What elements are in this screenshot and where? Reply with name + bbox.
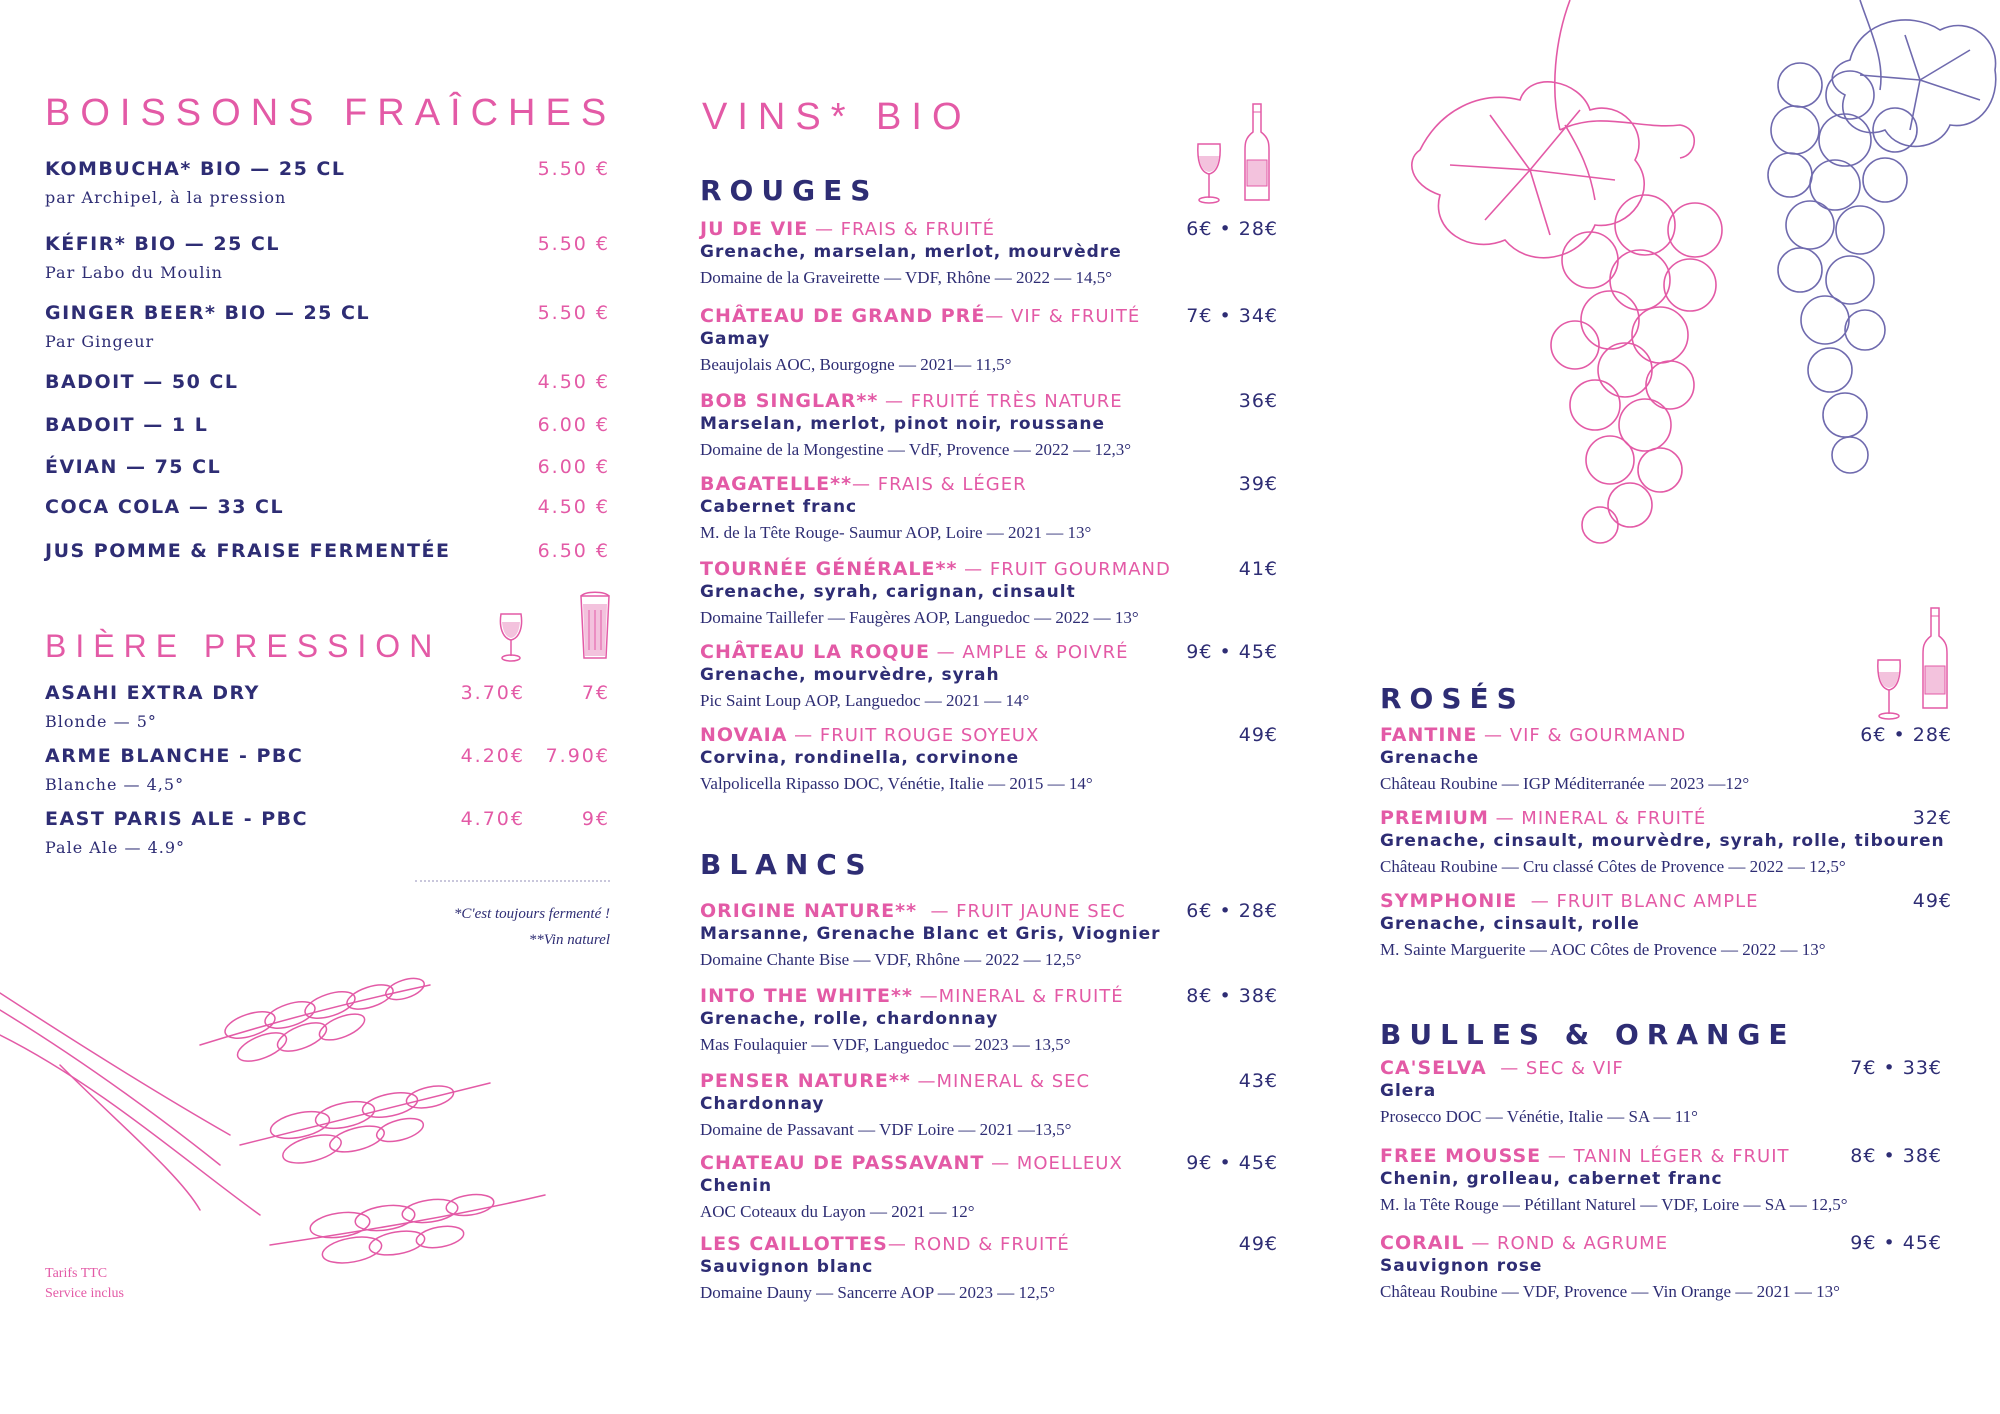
- wine-origin: M. la Tête Rouge — Pétillant Naturel — VDF, Loire — SA — 12,5°: [1380, 1195, 1848, 1214]
- wine-price: 49€: [1238, 724, 1278, 746]
- wine-heading: [1380, 1232, 1668, 1254]
- wine-name: BAGATELLE**: [700, 473, 853, 495]
- drink-name: JUS POMME & FRAISE FERMENTÉE: [45, 540, 451, 562]
- wine-grapes: Marselan, merlot, pinot noir, roussane: [700, 414, 1106, 434]
- wine-bottle-icon: [1921, 606, 1949, 712]
- wine-grapes: Grenache, mourvèdre, syrah: [700, 665, 1000, 685]
- wine-glass-icon: [1875, 656, 1903, 720]
- divider: [415, 880, 610, 882]
- wine-origin: Domaine de la Graveirette — VDF, Rhône — 2022 — 14,5°: [700, 268, 1113, 287]
- wine-style: — FRUIT JAUNE SEC: [917, 901, 1126, 922]
- drink-price: 6.00 €: [537, 456, 610, 478]
- wine-heading: [1380, 1057, 1624, 1079]
- wine-name: CORAIL: [1380, 1232, 1465, 1254]
- wine-heading: [700, 900, 1126, 922]
- wine-heading: [700, 218, 995, 240]
- wine-bottle-icon: [1243, 102, 1271, 204]
- beer-price-small: 4.20€: [460, 745, 525, 767]
- wine-grapes: Chardonnay: [700, 1094, 825, 1114]
- grapes-illustration: [1380, 0, 2000, 560]
- drink-name: BADOIT — 50 CL: [45, 371, 239, 393]
- drink-price: 4.50 €: [537, 371, 610, 393]
- wine-heading: [700, 558, 1171, 580]
- wine-grapes: Glera: [1380, 1081, 1437, 1101]
- wine-heading: [1380, 1145, 1790, 1167]
- wine-origin: Domaine Chante Bise — VDF, Rhône — 2022 — 12,5°: [700, 950, 1082, 969]
- wine-style: — FRUIT BLANC AMPLE: [1517, 891, 1759, 912]
- wine-heading: [1380, 807, 1706, 829]
- wine-origin: Château Roubine — Cru classé Côtes de Provence — 2022 — 12,5°: [1380, 857, 1846, 876]
- beer-desc: Blanche — 4,5°: [45, 775, 185, 794]
- wine-origin: Beaujolais AOC, Bourgogne — 2021— 11,5°: [700, 355, 1012, 374]
- wine-origin: Pic Saint Loup AOP, Languedoc — 2021 — 14°: [700, 691, 1030, 710]
- wine-name: CHÂTEAU DE GRAND PRÉ: [700, 305, 986, 327]
- wine-name: ORIGINE NATURE**: [700, 900, 918, 922]
- wine-name: CA'SELVA: [1380, 1057, 1487, 1079]
- wine-price: 49€: [1238, 1233, 1278, 1255]
- wine-heading: [700, 473, 1027, 495]
- wine-name: NOVAIA: [700, 724, 788, 746]
- wine-style: — TANIN LÉGER & FRUIT: [1541, 1146, 1790, 1167]
- wine-style: — MINERAL & FRUITÉ: [1488, 808, 1707, 829]
- wine-heading: [700, 985, 1124, 1007]
- wheat-illustration: [0, 975, 560, 1305]
- wine-heading: [700, 724, 1039, 746]
- wine-heading: [1380, 724, 1686, 746]
- beer-price-large: 7.90€: [545, 745, 610, 767]
- wine-name: PREMIUM: [1380, 807, 1489, 829]
- wine-price: 9€ • 45€: [1850, 1232, 1942, 1254]
- wine-origin: Prosecco DOC — Vénétie, Italie — SA — 11°: [1380, 1107, 1698, 1126]
- wine-style: — SEC & VIF: [1486, 1058, 1624, 1079]
- wine-price: 7€ • 33€: [1850, 1057, 1942, 1079]
- drink-desc: par Archipel, à la pression: [45, 188, 287, 207]
- beer-price-large: 7€: [581, 682, 610, 704]
- wine-price: 39€: [1238, 473, 1278, 495]
- wine-name: LES CAILLOTTES: [700, 1233, 888, 1255]
- wine-name: CHATEAU DE PASSAVANT: [700, 1152, 985, 1174]
- wine-price: 6€ • 28€: [1186, 218, 1278, 240]
- drink-price: 5.50 €: [537, 302, 610, 324]
- wine-origin: Château Roubine — IGP Méditerranée — 2023 —12°: [1380, 774, 1750, 793]
- rouges-title: ROUGES: [700, 174, 879, 207]
- boissons-title: BOISSONS FRAÎCHES: [45, 92, 617, 134]
- wine-style: — FRUIT ROUGE SOYEUX: [787, 725, 1040, 746]
- wine-heading: [700, 1233, 1070, 1255]
- wine-heading: [700, 390, 1123, 412]
- drink-name: KÉFIR* BIO — 25 CL: [45, 233, 280, 255]
- drink-price: 4.50 €: [537, 496, 610, 518]
- wine-grapes: Sauvignon rose: [1380, 1256, 1543, 1276]
- wine-grapes: Grenache, syrah, carignan, cinsault: [700, 582, 1076, 602]
- wine-style: — ROND & FRUITÉ: [887, 1234, 1070, 1255]
- wine-heading: [1380, 890, 1758, 912]
- footer-service: Service inclus: [45, 1286, 124, 1301]
- wine-price: 6€ • 28€: [1860, 724, 1952, 746]
- wine-origin: Domaine Taillefer — Faugères AOP, Languedoc — 2022 — 13°: [700, 608, 1139, 627]
- wine-price: 49€: [1912, 890, 1952, 912]
- footer-tarifs: Tarifs TTC: [45, 1266, 108, 1281]
- blancs-title: BLANCS: [700, 848, 874, 881]
- wine-name: TOURNÉE GÉNÉRALE**: [700, 558, 958, 580]
- wine-grapes: Grenache, cinsault, mourvèdre, syrah, rolle, tibouren: [1380, 831, 1945, 851]
- wine-style: — MOELLEUX: [984, 1153, 1123, 1174]
- wine-price: 7€ • 34€: [1186, 305, 1278, 327]
- wine-price: 8€ • 38€: [1850, 1145, 1942, 1167]
- wine-origin: Domaine de Passavant — VDF Loire — 2021 —13,5°: [700, 1120, 1072, 1139]
- note-fermented: *C'est toujours fermenté !: [453, 906, 610, 922]
- wine-grapes: Grenache: [1380, 748, 1480, 768]
- roses-title: ROSÉS: [1380, 682, 1525, 715]
- wine-style: — AMPLE & POIVRÉ: [929, 642, 1129, 663]
- wine-grapes: Gamay: [700, 329, 771, 349]
- wine-price: 43€: [1238, 1070, 1278, 1092]
- wine-price: 9€ • 45€: [1186, 641, 1278, 663]
- wine-name: FREE MOUSSE: [1380, 1145, 1542, 1167]
- drink-name: BADOIT — 1 L: [45, 414, 209, 436]
- drink-desc: Par Gingeur: [45, 332, 155, 351]
- drink-price: 5.50 €: [537, 158, 610, 180]
- wine-style: — VIF & FRUITÉ: [985, 306, 1141, 327]
- wine-origin: Mas Foulaquier — VDF, Languedoc — 2023 — 13,5°: [700, 1035, 1071, 1054]
- wine-heading: [700, 1152, 1123, 1174]
- wine-grapes: Grenache, marselan, merlot, mourvèdre: [700, 242, 1122, 262]
- wine-price: 36€: [1238, 390, 1278, 412]
- beer-glass-icon: [496, 610, 526, 664]
- wine-price: 9€ • 45€: [1186, 1152, 1278, 1174]
- wine-origin: Château Roubine — VDF, Provence — Vin Orange — 2021 — 13°: [1380, 1282, 1840, 1301]
- wine-origin: M. de la Tête Rouge- Saumur AOP, Loire — 2021 — 13°: [700, 523, 1092, 542]
- drink-price: 6.50 €: [537, 540, 610, 562]
- wine-name: CHÂTEAU LA ROQUE: [700, 641, 930, 663]
- beer-name: ASAHI EXTRA DRY: [45, 682, 260, 704]
- wine-origin: Valpolicella Ripasso DOC, Vénétie, Italie — 2015 — 14°: [700, 774, 1093, 793]
- wine-origin: Domaine Dauny — Sancerre AOP — 2023 — 12,5°: [700, 1283, 1056, 1302]
- wine-price: 41€: [1238, 558, 1278, 580]
- wine-price: 32€: [1912, 807, 1952, 829]
- biere-title: BIÈRE PRESSION: [45, 628, 442, 664]
- wine-name: PENSER NATURE**: [700, 1070, 911, 1092]
- wine-grapes: Corvina, rondinella, corvinone: [700, 748, 1020, 768]
- wine-grapes: Grenache, cinsault, rolle: [1380, 914, 1640, 934]
- wine-grapes: Chenin, grolleau, cabernet franc: [1380, 1169, 1723, 1189]
- beer-desc: Blonde — 5°: [45, 712, 157, 731]
- wine-style: — ROND & AGRUME: [1464, 1233, 1669, 1254]
- drink-name: GINGER BEER* BIO — 25 CL: [45, 302, 371, 324]
- beer-price-small: 4.70€: [460, 808, 525, 830]
- note-natural: **Vin naturel: [528, 932, 610, 948]
- wine-origin: M. Sainte Marguerite — AOC Côtes de Provence — 2022 — 13°: [1380, 940, 1826, 959]
- wine-name: BOB SINGLAR**: [700, 390, 879, 412]
- wine-style: — FRAIS & LÉGER: [852, 474, 1027, 495]
- wine-name: INTO THE WHITE**: [700, 985, 913, 1007]
- wine-style: — FRUITÉ TRÈS NATURE: [878, 391, 1123, 412]
- wine-grapes: Grenache, rolle, chardonnay: [700, 1009, 999, 1029]
- wine-style: — FRUIT GOURMAND: [957, 559, 1171, 580]
- wine-style: —MINERAL & FRUITÉ: [912, 986, 1124, 1007]
- wine-origin: Domaine de la Mongestine — VdF, Provence — 2022 — 12,3°: [700, 440, 1132, 459]
- wine-style: — FRAIS & FRUITÉ: [808, 219, 996, 240]
- wine-heading: [700, 641, 1129, 663]
- wine-grapes: Sauvignon blanc: [700, 1257, 874, 1277]
- drink-name: COCA COLA — 33 CL: [45, 496, 285, 518]
- wine-style: —MINERAL & SEC: [910, 1071, 1091, 1092]
- wine-price: 8€ • 38€: [1186, 985, 1278, 1007]
- wine-name: SYMPHONIE: [1380, 890, 1518, 912]
- wine-name: JU DE VIE: [700, 218, 809, 240]
- wine-grapes: Marsanne, Grenache Blanc et Gris, Viognier: [700, 924, 1161, 944]
- drink-price: 6.00 €: [537, 414, 610, 436]
- wine-price: 6€ • 28€: [1186, 900, 1278, 922]
- beer-name: ARME BLANCHE - PBC: [45, 745, 304, 767]
- drink-name: KOMBUCHA* BIO — 25 CL: [45, 158, 346, 180]
- wine-grapes: Chenin: [700, 1176, 773, 1196]
- wine-heading: [700, 305, 1140, 327]
- pint-glass-icon: [578, 590, 612, 662]
- vins-title: VINS* BIO: [702, 96, 972, 138]
- drink-price: 5.50 €: [537, 233, 610, 255]
- bulles-title: BULLES & ORANGE: [1380, 1018, 1796, 1051]
- drink-desc: Par Labo du Moulin: [45, 263, 223, 282]
- wine-style: — VIF & GOURMAND: [1477, 725, 1687, 746]
- wine-glass-icon: [1195, 140, 1223, 204]
- beer-desc: Pale Ale — 4.9°: [45, 838, 186, 857]
- beer-price-small: 3.70€: [460, 682, 525, 704]
- drink-name: ÉVIAN — 75 CL: [45, 456, 222, 478]
- wine-name: FANTINE: [1380, 724, 1478, 746]
- beer-price-large: 9€: [581, 808, 610, 830]
- beer-name: EAST PARIS ALE - PBC: [45, 808, 309, 830]
- wine-origin: AOC Coteaux du Layon — 2021 — 12°: [700, 1202, 975, 1221]
- wine-heading: [700, 1070, 1090, 1092]
- wine-grapes: Cabernet franc: [700, 497, 858, 517]
